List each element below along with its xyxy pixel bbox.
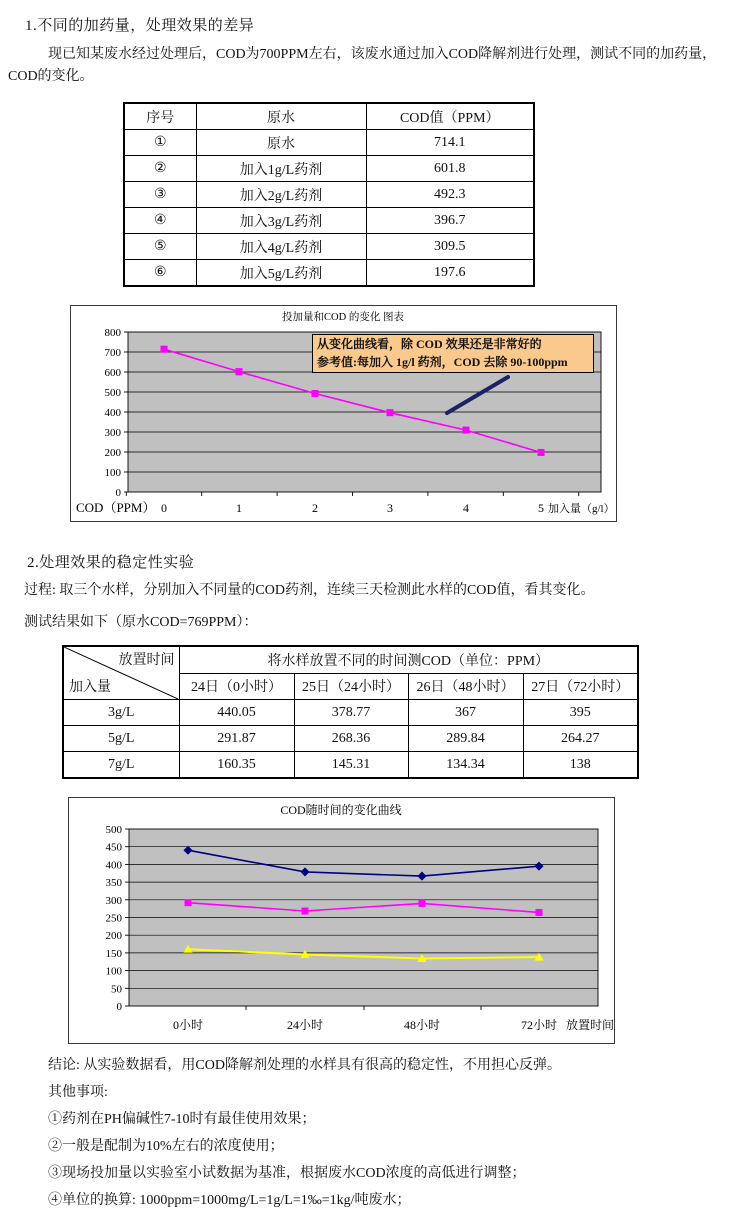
corner-cell [63, 646, 179, 700]
svg-text:800: 800 [104, 327, 121, 339]
other-items-label: 其他事项: [48, 1085, 108, 1100]
table-row [124, 156, 534, 182]
corner-label-dose: 加入量 [69, 680, 111, 695]
table-cell: 395 [523, 700, 638, 726]
section2-heading: 2.处理效果的稳定性实验 [27, 555, 195, 571]
table-cell: 289.84 [408, 726, 523, 752]
svg-text:2: 2 [312, 501, 318, 515]
cod-time-chart [68, 797, 615, 1044]
note-item-1: ①药剂在PH偏碱性7-10时有最佳使用效果； [48, 1112, 316, 1127]
chart1-title: 投加量和COD 的变化 图表 [282, 312, 404, 323]
process-line: 过程: 取三个水样，分别加入不同量的COD药剂，连续三天检测此水样的COD值，看其变化。 [24, 583, 595, 598]
dosage-table [123, 102, 535, 287]
svg-text:600: 600 [104, 367, 121, 379]
svg-text:400: 400 [105, 859, 122, 872]
table-cell: 160.35 [179, 752, 294, 779]
section1-heading: 1.不同的加药量，处理效果的差异 [25, 18, 255, 34]
chart1-yaxis-caption: COD（PPM） [76, 500, 156, 515]
table-cell: 加入3g/L药剂 [196, 208, 366, 234]
svg-text:350: 350 [105, 877, 122, 890]
svg-text:200: 200 [105, 930, 122, 943]
table-cell: 291.87 [179, 726, 294, 752]
table-header-row [63, 646, 638, 673]
table-cell: 加入2g/L药剂 [196, 182, 366, 208]
table-cell: ⑤ [124, 234, 196, 260]
table-cell: ⑥ [124, 260, 196, 287]
table-cell: 378.77 [294, 700, 408, 726]
table-row [124, 260, 534, 287]
dosage-cod-chart [70, 305, 617, 522]
svg-text:300: 300 [104, 427, 121, 439]
svg-text:250: 250 [105, 912, 122, 925]
stability-table [62, 645, 639, 779]
col-header-day2: 25日（24小时） [294, 673, 408, 700]
table-cell: 加入1g/L药剂 [196, 156, 366, 182]
table-cell: 440.05 [179, 700, 294, 726]
table-cell: 7g/L [63, 752, 179, 779]
table-cell: ④ [124, 208, 196, 234]
conclusion-block [48, 1052, 561, 1214]
table-row [124, 130, 534, 156]
table-cell: ① [124, 130, 196, 156]
svg-text:150: 150 [105, 947, 122, 960]
table-row [124, 208, 534, 234]
svg-text:200: 200 [104, 447, 121, 459]
table-cell: 3g/L [63, 700, 179, 726]
svg-text:500: 500 [105, 824, 122, 836]
table-cell: 加入4g/L药剂 [196, 234, 366, 260]
result-line: 测试结果如下（原水COD=769PPM）： [24, 615, 258, 630]
svg-text:0: 0 [115, 487, 121, 499]
svg-text:3: 3 [387, 501, 393, 515]
svg-text:100: 100 [104, 467, 121, 479]
table-header-row [124, 103, 534, 130]
svg-text:5: 5 [538, 501, 544, 515]
cod-time-chart-svg [69, 798, 614, 1043]
table-cell: 加入5g/L药剂 [196, 260, 366, 287]
col-header-water: 原水 [196, 103, 366, 130]
svg-text:450: 450 [105, 841, 122, 854]
table-row [124, 182, 534, 208]
table-row [63, 752, 638, 779]
table-cell: 264.27 [523, 726, 638, 752]
table-cell: 601.8 [366, 156, 534, 182]
chart2-xaxis-caption: 放置时间 [566, 1018, 614, 1032]
table-row [63, 700, 638, 726]
col-header-cod: COD值（PPM） [366, 103, 534, 130]
merged-header: 将水样放置不同的时间测COD（单位：PPM） [179, 646, 638, 673]
table-cell: 396.7 [366, 208, 534, 234]
svg-text:1: 1 [236, 501, 242, 515]
svg-text:0小时: 0小时 [172, 1018, 204, 1032]
corner-label-time: 放置时间 [118, 653, 175, 668]
svg-text:48小时: 48小时 [403, 1018, 441, 1032]
intro-paragraph: 现已知某废水经过处理后，COD为700PPM左右，该废水通过加入COD降解剂进行处理，测试不同的加药量，COD的变化。 [8, 47, 717, 84]
table-cell: 309.5 [366, 234, 534, 260]
col-header-day1: 24日（0小时） [179, 673, 294, 700]
table-row [63, 726, 638, 752]
conclusion-line: 结论: 从实验数据看，用COD降解剂处理的水样具有很高的稳定性，不用担心反弹。 [48, 1058, 561, 1073]
svg-text:100: 100 [105, 965, 122, 978]
svg-text:72小时: 72小时 [520, 1018, 558, 1032]
table-cell: 145.31 [294, 752, 408, 779]
chart2-title: COD随时间的变化曲线 [280, 803, 402, 817]
svg-text:50: 50 [111, 983, 122, 996]
table-cell: 5g/L [63, 726, 179, 752]
chart1-xaxis-caption: 加入量（g/l） [548, 503, 615, 515]
table-cell: 197.6 [366, 260, 534, 287]
col-header-day4: 27日（72小时） [523, 673, 638, 700]
svg-text:4: 4 [463, 501, 469, 515]
svg-text:500: 500 [104, 387, 121, 399]
table-cell: 原水 [196, 130, 366, 156]
col-header-seq: 序号 [124, 103, 196, 130]
svg-text:300: 300 [105, 894, 122, 907]
table-cell: 138 [523, 752, 638, 779]
svg-text:24小时: 24小时 [286, 1018, 324, 1032]
svg-text:0: 0 [116, 1001, 122, 1013]
note-item-3: ③现场投加量以实验室小试数据为基准，根据废水COD浓度的高低进行调整； [48, 1166, 526, 1181]
table-cell: 268.36 [294, 726, 408, 752]
table-cell: ② [124, 156, 196, 182]
svg-text:400: 400 [104, 407, 121, 419]
table-cell: 492.3 [366, 182, 534, 208]
note-item-2: ②一般是配制为10%左右的浓度使用； [48, 1139, 284, 1154]
table-cell: ③ [124, 182, 196, 208]
svg-text:700: 700 [104, 347, 121, 359]
note-item-4: ④单位的换算: 1000ppm=1000mg/L=1g/L=1‰=1kg/吨废水； [48, 1193, 411, 1208]
annotation-line-1: 从变化曲线看，除 COD 效果还是非常好的 [317, 337, 542, 351]
col-header-day3: 26日（48小时） [408, 673, 523, 700]
table-cell: 134.34 [408, 752, 523, 779]
table-row [124, 234, 534, 260]
chart1-annotation [312, 334, 594, 373]
table-cell: 714.1 [366, 130, 534, 156]
annotation-line-2: 参考值:每加入 1g/l 药剂，COD 去除 90-100ppm [317, 355, 568, 369]
table-cell: 367 [408, 700, 523, 726]
svg-text:0: 0 [161, 501, 167, 515]
